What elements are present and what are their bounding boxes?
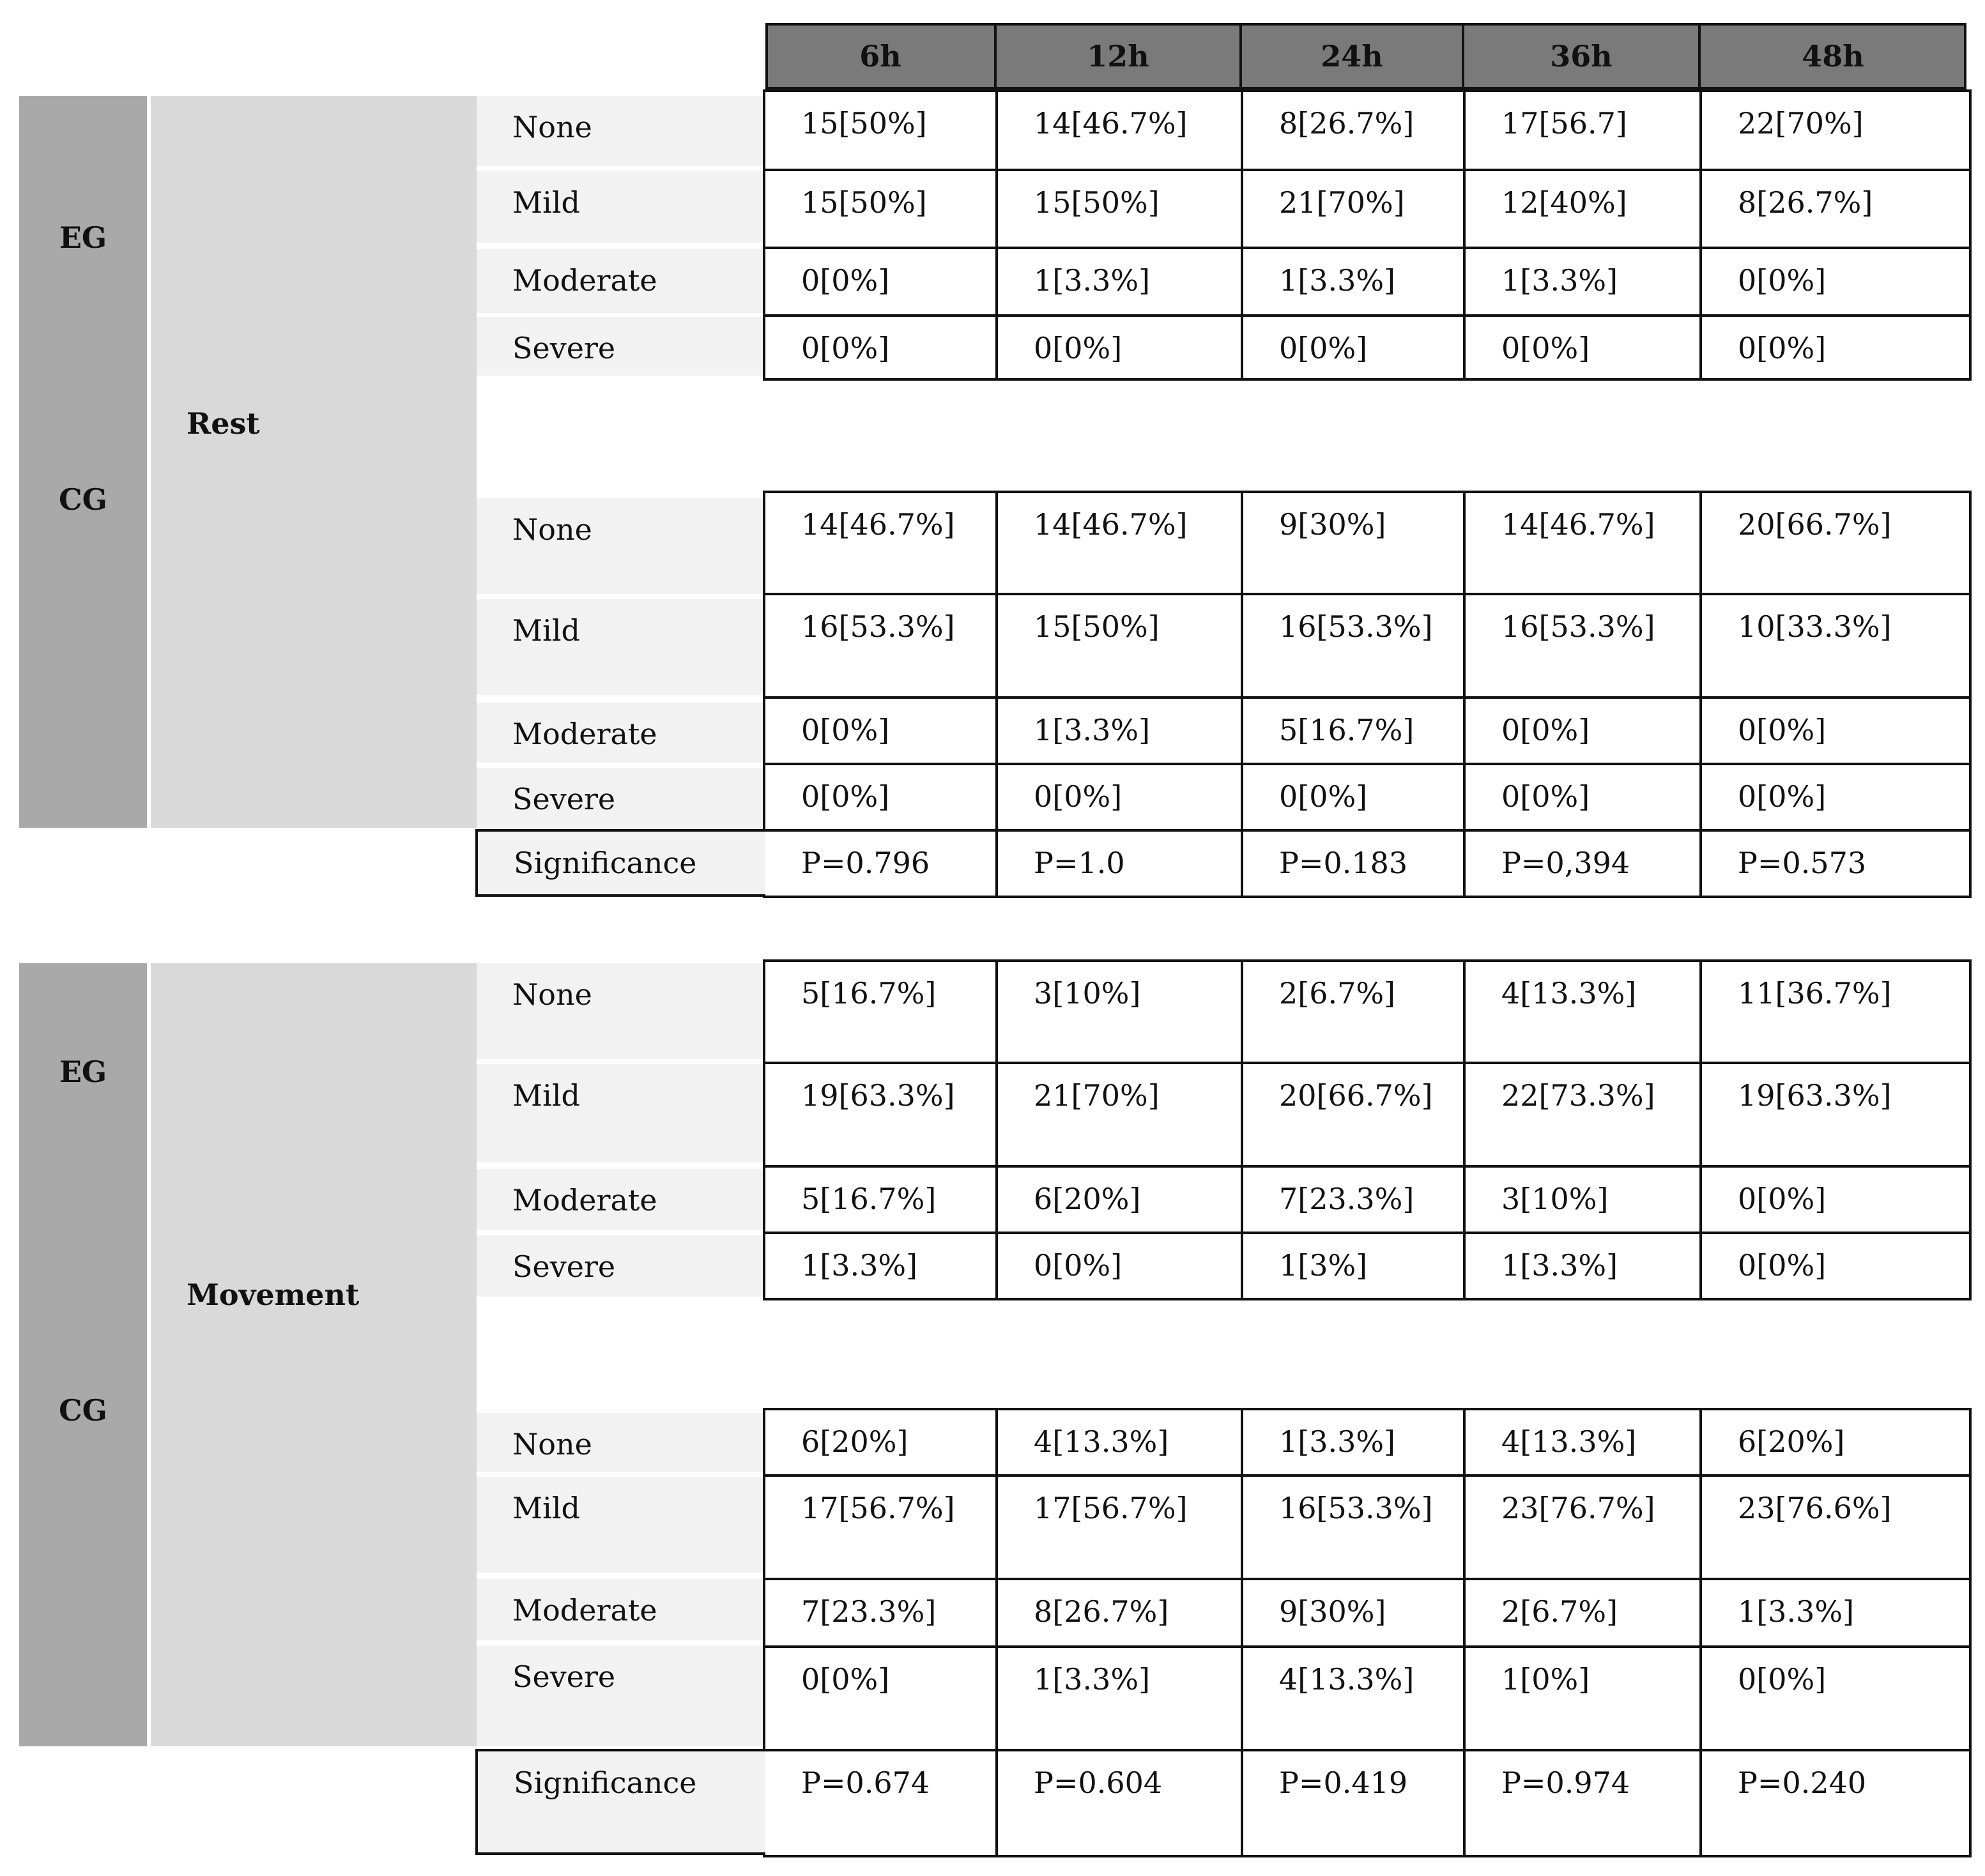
rest-cg-none-48h: 20[66.7%] xyxy=(1701,492,1970,594)
rest-eg-moderate-12h: 1[3.3%] xyxy=(997,248,1242,316)
rest-eg-severe-24h: 0[0%] xyxy=(1242,316,1464,379)
movement-eg-moderate-24h: 7[23.3%] xyxy=(1242,1166,1464,1233)
movement-significance-table xyxy=(763,1749,1972,1857)
header-12h: 12h xyxy=(1087,39,1149,73)
rest-eg-none-48h: 22[70%] xyxy=(1701,91,1970,170)
rest-cg-severe-24h: 0[0%] xyxy=(1242,764,1464,830)
header-divider xyxy=(994,23,997,89)
movement-cg-moderate-12h: 8[26.7%] xyxy=(997,1579,1242,1647)
movement-cg-mild-48h: 23[76.6%] xyxy=(1701,1476,1970,1579)
rest-significance-36h: P=0,394 xyxy=(1464,830,1701,897)
header-36h: 36h xyxy=(1550,39,1613,73)
header-6h: 6h xyxy=(859,39,901,73)
rest-eg-severe-label: Severe xyxy=(477,317,765,376)
movement-cg-none-24h: 1[3.3%] xyxy=(1242,1409,1464,1476)
movement-cg-moderate-24h: 9[30%] xyxy=(1242,1579,1464,1647)
movement-significance-24h: P=0.419 xyxy=(1242,1750,1464,1856)
rest-cg-moderate-48h: 0[0%] xyxy=(1701,698,1970,764)
rest-significance-12h: P=1.0 xyxy=(997,830,1242,897)
movement-cg-moderate-36h: 2[6.7%] xyxy=(1464,1579,1701,1647)
movement-cg-none-12h: 4[13.3%] xyxy=(997,1409,1242,1476)
movement-eg-moderate-48h: 0[0%] xyxy=(1701,1166,1970,1233)
header-24h: 24h xyxy=(1321,39,1383,73)
rest-cg-none-36h: 14[46.7%] xyxy=(1464,492,1701,594)
movement-eg-moderate-6h: 5[16.7%] xyxy=(764,1166,997,1233)
rest-eg-mild-12h: 15[50%] xyxy=(997,170,1242,248)
movement-eg-severe-6h: 1[3.3%] xyxy=(764,1233,997,1299)
rest-cg-mild-12h: 15[50%] xyxy=(997,594,1242,698)
rest-cg-mild-24h: 16[53.3%] xyxy=(1242,594,1464,698)
movement-eg-none-36h: 4[13.3%] xyxy=(1464,961,1701,1063)
movement-eg-moderate-label: Moderate xyxy=(477,1169,765,1230)
rest-eg-none-6h: 15[50%] xyxy=(764,91,997,170)
header-48h: 48h xyxy=(1802,39,1864,73)
rest-eg-none-label: None xyxy=(477,96,765,166)
rest-condition-column xyxy=(151,96,477,828)
rest-eg-moderate-48h: 0[0%] xyxy=(1701,248,1970,316)
movement-significance-6h: P=0.674 xyxy=(764,1750,997,1856)
rest-eg-moderate-36h: 1[3.3%] xyxy=(1464,248,1701,316)
rest-eg-severe-36h: 0[0%] xyxy=(1464,316,1701,379)
header-divider xyxy=(1239,23,1242,89)
rest-eg-label: EG xyxy=(59,220,107,255)
rest-cg-moderate-label: Moderate xyxy=(477,703,765,763)
rest-group-column xyxy=(19,96,147,828)
movement-eg-mild-6h: 19[63.3%] xyxy=(764,1063,997,1166)
rest-eg-moderate-label: Moderate xyxy=(477,249,765,313)
rest-cg-severe-48h: 0[0%] xyxy=(1701,764,1970,830)
movement-eg-none-12h: 3[10%] xyxy=(997,961,1242,1063)
rest-eg-moderate-24h: 1[3.3%] xyxy=(1242,248,1464,316)
rest-eg-none-12h: 14[46.7%] xyxy=(997,91,1242,170)
rest-cg-none-24h: 9[30%] xyxy=(1242,492,1464,594)
movement-condition-column xyxy=(151,963,477,1746)
movement-cg-severe-36h: 1[0%] xyxy=(1464,1647,1701,1753)
movement-condition-label: Movement xyxy=(187,1277,360,1312)
rest-cg-severe-12h: 0[0%] xyxy=(997,764,1242,830)
rest-cg-none-label: None xyxy=(477,498,765,594)
rest-cg-table xyxy=(763,491,1972,898)
rest-eg-mild-24h: 21[70%] xyxy=(1242,170,1464,248)
movement-cg-moderate-label: Moderate xyxy=(477,1579,765,1640)
rest-significance-24h: P=0.183 xyxy=(1242,830,1464,897)
movement-cg-severe-48h: 0[0%] xyxy=(1701,1647,1970,1753)
movement-cg-mild-label: Mild xyxy=(477,1477,765,1573)
movement-cg-mild-36h: 23[76.7%] xyxy=(1464,1476,1701,1579)
movement-cg-none-36h: 4[13.3%] xyxy=(1464,1409,1701,1476)
movement-significance-36h: P=0.974 xyxy=(1464,1750,1701,1856)
rest-cg-severe-6h: 0[0%] xyxy=(764,764,997,830)
rest-cg-moderate-24h: 5[16.7%] xyxy=(1242,698,1464,764)
movement-eg-moderate-12h: 6[20%] xyxy=(997,1166,1242,1233)
movement-eg-mild-36h: 22[73.3%] xyxy=(1464,1063,1701,1166)
movement-cg-label: CG xyxy=(59,1393,107,1428)
movement-significance-label: Significance xyxy=(475,1749,765,1855)
rest-cg-severe-36h: 0[0%] xyxy=(1464,764,1701,830)
movement-cg-none-48h: 6[20%] xyxy=(1701,1409,1970,1476)
rest-significance-6h: P=0.796 xyxy=(764,830,997,897)
movement-cg-mild-24h: 16[53.3%] xyxy=(1242,1476,1464,1579)
rest-cg-severe-label: Severe xyxy=(477,768,765,828)
rest-eg-mild-label: Mild xyxy=(477,171,765,243)
rest-eg-severe-48h: 0[0%] xyxy=(1701,316,1970,379)
movement-cg-mild-12h: 17[56.7%] xyxy=(997,1476,1242,1579)
movement-eg-none-48h: 11[36.7%] xyxy=(1701,961,1970,1063)
rest-cg-label: CG xyxy=(59,482,107,517)
movement-cg-severe-label: Severe xyxy=(477,1645,765,1746)
movement-cg-table xyxy=(763,1408,1972,1754)
movement-eg-severe-24h: 1[3%] xyxy=(1242,1233,1464,1299)
rest-cg-mild-6h: 16[53.3%] xyxy=(764,594,997,698)
movement-eg-severe-label: Severe xyxy=(477,1235,765,1297)
header-divider xyxy=(1698,23,1701,89)
rest-cg-moderate-6h: 0[0%] xyxy=(764,698,997,764)
rest-cg-mild-36h: 16[53.3%] xyxy=(1464,594,1701,698)
movement-eg-table xyxy=(763,959,1972,1300)
rest-eg-mild-48h: 8[26.7%] xyxy=(1701,170,1970,248)
movement-cg-mild-6h: 17[56.7%] xyxy=(764,1476,997,1579)
movement-eg-severe-36h: 1[3.3%] xyxy=(1464,1233,1701,1299)
rest-cg-moderate-36h: 0[0%] xyxy=(1464,698,1701,764)
rest-cg-moderate-12h: 1[3.3%] xyxy=(997,698,1242,764)
rest-significance-label: Significance xyxy=(475,829,765,897)
movement-eg-severe-48h: 0[0%] xyxy=(1701,1233,1970,1299)
movement-eg-severe-12h: 0[0%] xyxy=(997,1233,1242,1299)
rest-cg-none-6h: 14[46.7%] xyxy=(764,492,997,594)
movement-eg-mild-12h: 21[70%] xyxy=(997,1063,1242,1166)
rest-condition-label: Rest xyxy=(187,406,260,441)
movement-cg-severe-24h: 4[13.3%] xyxy=(1242,1647,1464,1753)
rest-cg-mild-48h: 10[33.3%] xyxy=(1701,594,1970,698)
movement-eg-label: EG xyxy=(59,1055,107,1089)
movement-eg-none-6h: 5[16.7%] xyxy=(764,961,997,1063)
rest-eg-none-24h: 8[26.7%] xyxy=(1242,91,1464,170)
rest-cg-mild-label: Mild xyxy=(477,599,765,695)
movement-cg-none-label: None xyxy=(477,1413,765,1472)
movement-significance-48h: P=0.240 xyxy=(1701,1750,1970,1856)
rest-eg-mild-36h: 12[40%] xyxy=(1464,170,1701,248)
movement-eg-mild-label: Mild xyxy=(477,1064,765,1163)
movement-eg-moderate-36h: 3[10%] xyxy=(1464,1166,1701,1233)
movement-cg-severe-12h: 1[3.3%] xyxy=(997,1647,1242,1753)
rest-cg-none-12h: 14[46.7%] xyxy=(997,492,1242,594)
movement-eg-none-24h: 2[6.7%] xyxy=(1242,961,1464,1063)
movement-cg-moderate-48h: 1[3.3%] xyxy=(1701,1579,1970,1647)
rest-eg-table xyxy=(763,89,1972,381)
movement-cg-moderate-6h: 7[23.3%] xyxy=(764,1579,997,1647)
rest-eg-severe-12h: 0[0%] xyxy=(997,316,1242,379)
movement-cg-none-6h: 6[20%] xyxy=(764,1409,997,1476)
header-divider xyxy=(1462,23,1464,89)
rest-eg-mild-6h: 15[50%] xyxy=(764,170,997,248)
rest-significance-48h: P=0.573 xyxy=(1701,830,1970,897)
movement-cg-severe-6h: 0[0%] xyxy=(764,1647,997,1753)
rest-eg-severe-6h: 0[0%] xyxy=(764,316,997,379)
movement-eg-none-label: None xyxy=(477,963,765,1059)
rest-eg-none-36h: 17[56.7] xyxy=(1464,91,1701,170)
movement-eg-mild-24h: 20[66.7%] xyxy=(1242,1063,1464,1166)
rest-eg-moderate-6h: 0[0%] xyxy=(764,248,997,316)
movement-significance-12h: P=0.604 xyxy=(997,1750,1242,1856)
movement-eg-mild-48h: 19[63.3%] xyxy=(1701,1063,1970,1166)
